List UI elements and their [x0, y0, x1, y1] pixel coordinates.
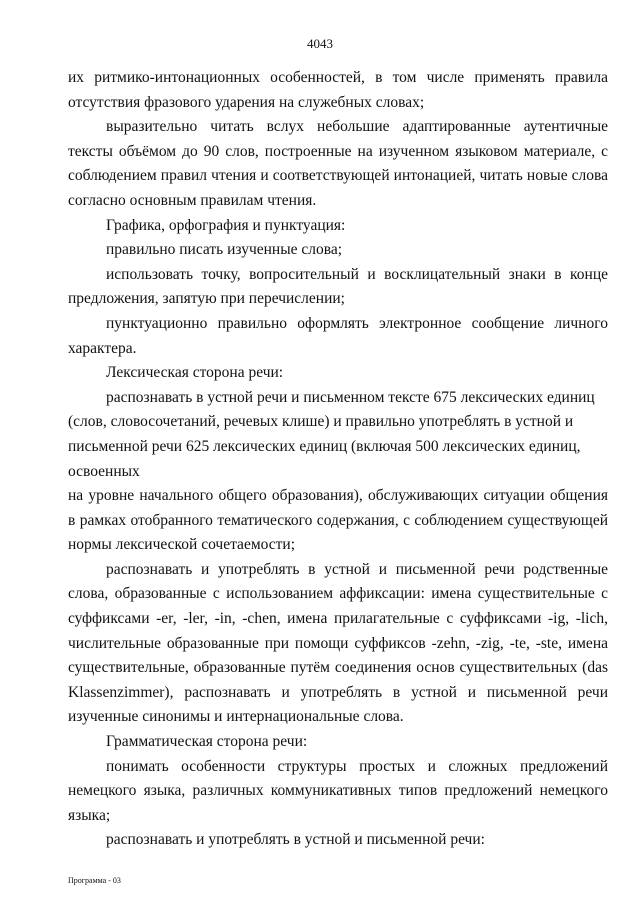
- paragraph: использовать точку, вопросительный и восклицательный знаки в конце предложения, запятую при перечислении;: [68, 265, 608, 308]
- paragraph: их ритмико-интонационных особенностей, в том числе применять правила отсутствия фразового ударения на служебных словах;: [68, 69, 608, 111]
- paragraph: выразительно читать вслух небольшие адаптированные аутентичные тексты объёмом до 90 слов, построенные на изученном языковом материале, с соблюдением правил чтения и соответствующей интонацией, читать новые слова согласно основным правилам чтения.: [68, 118, 608, 209]
- page-number: 4043: [307, 36, 333, 51]
- footer-label: Программа - 03: [68, 876, 121, 885]
- document-body: [68, 66, 608, 853]
- section-heading: Грамматическая сторона речи:: [106, 733, 308, 751]
- paragraph: пунктуационно правильно оформлять электронное сообщение личного характера.: [68, 314, 608, 357]
- paragraph: распознавать в устной речи и письменном тексте 675 лексических единиц (слов, словосочетаний, речевых клише) и правильно употреблять в устной и письменной речи 625 лексических единиц (включая 500 лексических единиц, освоенных: [68, 388, 595, 480]
- paragraph: правильно писать изученные слова;: [106, 241, 343, 259]
- paragraph: распознавать и употреблять в устной и письменной речи родственные слова, образованные с использованием аффиксации: имена существительные с суффиксами -er, -ler, -in, -chen, имена прилагательные с суффиксами -ig, -lich, числительные образованные при помощи суффиксов -zehn, -zig, -te, -ste, имена существительные, образованные путём соединения основ существительных (das Klassenzimmer), распознавать и употреблять в устной и письменной речи изученные синонимы и интернациональные слова.: [68, 560, 608, 726]
- paragraph: на уровне начального общего образования), обслуживающих ситуации общения в рамках отобранного тематического содержания, с соблюдением существующей нормы лексической сочетаемости;: [68, 487, 608, 554]
- section-heading: Лексическая сторона речи:: [106, 364, 284, 382]
- paragraph: понимать особенности структуры простых и сложных предложений немецкого языка, различных коммуникативных типов предложений немецкого языка;: [68, 757, 608, 824]
- paragraph: распознавать и употреблять в устной и письменной речи:: [106, 831, 485, 849]
- section-heading: Графика, орфография и пунктуация:: [106, 216, 346, 234]
